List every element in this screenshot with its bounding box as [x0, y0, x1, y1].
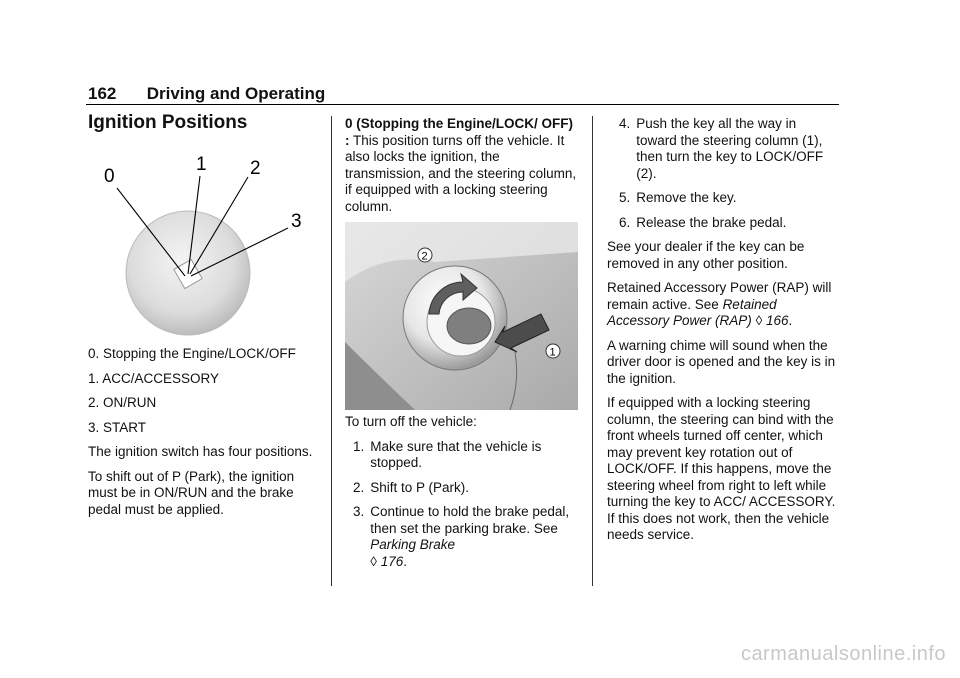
- turn-off-intro: To turn off the vehicle:: [345, 414, 477, 429]
- ref-glyph-2: ◊: [755, 313, 763, 328]
- ignition-positions-diagram: [90, 150, 320, 340]
- rap-paragraph: Retained Accessory Power (RAP) will remain active. See Retained Accessory Power (RAP) ◊ 166.: [607, 280, 832, 328]
- dealer-paragraph: See your dealer if the key can be removed in any other position.: [607, 239, 805, 271]
- position-1: 1. ACC/ACCESSORY: [88, 370, 220, 386]
- lock-off-text: This position turns off the vehicle. It also locks the ignition, the transmission, and the steering column, if equipped with a locking steering column.: [345, 132, 577, 214]
- step-1: 1. Make sure that the vehicle is stopped.: [353, 438, 542, 470]
- parking-brake-link[interactable]: Parking Brake: [370, 537, 456, 552]
- lock-off-heading: 0 (Stopping the Engine/LOCK/ OFF) :: [345, 116, 573, 148]
- step-3: 3. Continue to hold the brake pedal, then set the parking brake. See Parking Brake ◊ 176.: [353, 504, 570, 569]
- column-3-text: [607, 116, 839, 552]
- para-shift-out-park: To shift out of P (Park), the ignition must be in ON/RUN and the brake pedal must be applied.: [88, 468, 295, 517]
- label-0: 0: [104, 166, 115, 187]
- page-header: [88, 84, 325, 104]
- label-1: 1: [196, 154, 207, 175]
- position-3: 3. START: [88, 419, 147, 435]
- page-number: 162: [88, 84, 117, 103]
- parking-brake-page[interactable]: 176: [380, 553, 404, 569]
- section-title: Driving and Operating: [146, 84, 326, 103]
- column-divider-1: [331, 116, 332, 586]
- rap-link[interactable]: Retained Accessory Power (RAP): [607, 296, 777, 328]
- ref-glyph: ◊: [370, 553, 377, 569]
- key-turn-illustration: [345, 222, 578, 410]
- callout-1-label: 1: [549, 346, 556, 359]
- steering-bind-paragraph: If equipped with a locking steering column, the steering can bind with the front wheels turned off center, which may prevent key rotation out of LOCK/OFF. If this happens, move the steering wheel from right to left while turning the key to ACC/ ACCESSORY. If this does not work, then the vehicle needs service.: [607, 395, 836, 542]
- chime-paragraph: A warning chime will sound when the driver door is opened and the key is in the ignition.: [607, 337, 836, 386]
- column-2-steps: [345, 414, 581, 578]
- position-0: 0. Stopping the Engine/LOCK/OFF: [88, 346, 296, 361]
- key-head: [447, 308, 491, 344]
- column-1-text: [88, 346, 326, 526]
- steps-continued-list: [607, 116, 839, 231]
- callout-2-label: 2: [421, 250, 428, 263]
- page-title: Ignition Positions: [88, 112, 248, 133]
- label-3: 3: [291, 211, 302, 232]
- para-four-positions: The ignition switch has four positions.: [88, 444, 313, 459]
- step-5: 5. Remove the key.: [619, 190, 737, 205]
- rap-page[interactable]: 166: [766, 313, 789, 328]
- step-2: 2. Shift to P (Park).: [353, 479, 470, 495]
- column-divider-2: [592, 116, 593, 586]
- step-4: 4. Push the key all the way in toward the steering column (1), then turn the key to LOCK/OFF (2).: [619, 116, 824, 181]
- step-6: 6. Release the brake pedal.: [619, 214, 787, 230]
- column-2-text: [345, 116, 581, 223]
- label-2: 2: [250, 158, 261, 179]
- header-rule: [86, 104, 839, 105]
- lock-off-paragraph: [345, 116, 581, 215]
- position-2: 2. ON/RUN: [88, 395, 157, 410]
- turn-off-steps-list: [345, 439, 581, 571]
- watermark: carmanualsonline.info: [740, 643, 946, 665]
